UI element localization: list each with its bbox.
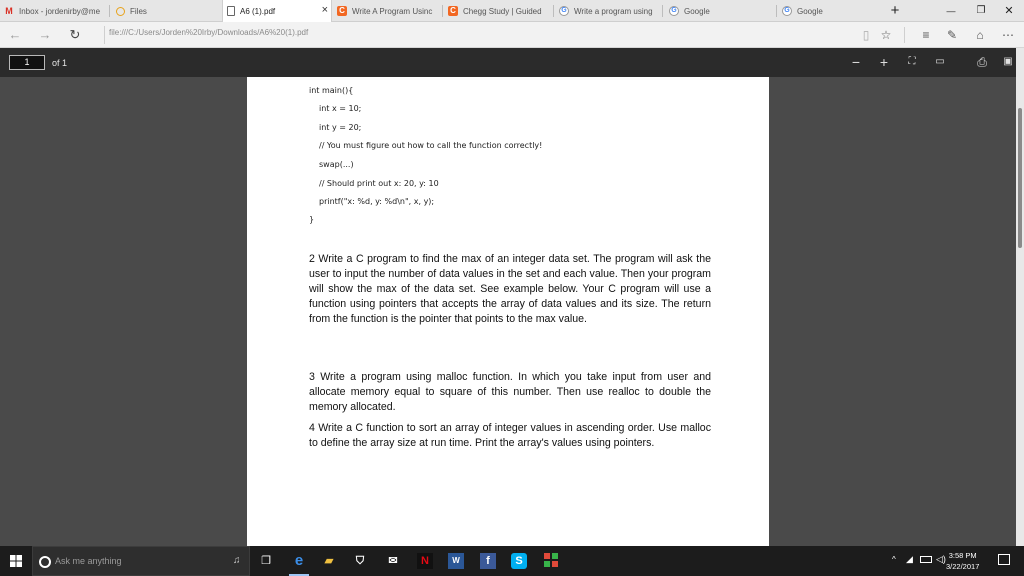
- pdf-viewer: [0, 48, 1024, 546]
- file-explorer-icon[interactable]: ▰: [324, 555, 334, 567]
- fit-page-icon[interactable]: ⛶: [908, 56, 916, 67]
- hub-icon[interactable]: ≡: [922, 28, 930, 42]
- question-4: 4 Write a C function to sort an array of integer values in ascending order. Use malloc to define the array size at run time. Print the array's values using pointers.: [309, 422, 711, 449]
- pdf-toolbar: [0, 48, 1024, 77]
- tiles-icon: [544, 553, 558, 567]
- back-arrow-icon[interactable]: ←: [8, 27, 22, 42]
- save-icon[interactable]: ▣: [1003, 56, 1013, 67]
- code-line: // You must figure out how to call the function correctly!: [319, 141, 543, 150]
- google-icon: G: [559, 6, 569, 16]
- web-note-icon[interactable]: ✎: [946, 28, 958, 42]
- tab-strip: [0, 0, 1024, 22]
- task-view-icon[interactable]: ❐: [261, 555, 271, 567]
- favorite-star-icon[interactable]: ☆: [880, 28, 892, 42]
- close-tab-icon[interactable]: ×: [321, 4, 328, 16]
- volume-icon[interactable]: ◁): [936, 554, 946, 564]
- close-window-button[interactable]: ✕: [1004, 5, 1014, 17]
- edge-icon[interactable]: e: [294, 552, 304, 569]
- app-grid-icon[interactable]: [543, 553, 559, 569]
- battery-icon[interactable]: [920, 556, 932, 563]
- code-line: int y = 20;: [319, 123, 362, 132]
- new-tab-button[interactable]: +: [890, 2, 900, 19]
- action-center-icon[interactable]: [998, 554, 1010, 565]
- tab-chegg-1[interactable]: [333, 0, 441, 22]
- code-line: int main(){: [309, 86, 354, 95]
- code-line: swap(...): [319, 160, 354, 169]
- tab-google-2[interactable]: [778, 0, 878, 22]
- question-3: 3 Write a program using malloc function. In which you take input from user and allocate memory equal to square of this number. Then use realloc to double the memory allocated.: [309, 371, 711, 413]
- code-line: int x = 10;: [319, 104, 362, 113]
- tab-files[interactable]: [112, 0, 222, 22]
- tab-google-1[interactable]: [665, 0, 775, 22]
- store-icon[interactable]: ⛉: [355, 555, 365, 567]
- pdf-icon: [227, 6, 235, 16]
- page-total: of 1: [52, 58, 68, 68]
- tab-title: Google: [797, 6, 823, 16]
- clock-date: 3/22/2017: [946, 562, 980, 571]
- tab-title: Inbox - jordenirby@me: [19, 6, 101, 16]
- url-field[interactable]: file:///C:/Users/Jorden%20Irby/Downloads/A6%20(1).pdf: [109, 28, 309, 37]
- code-line: // Should print out x: 20, y: 10: [319, 179, 439, 188]
- pdf-page: [247, 48, 769, 546]
- page-number-input[interactable]: 1: [9, 55, 45, 70]
- tab-title: Write A Program Usinc: [352, 6, 433, 16]
- tab-chegg-2[interactable]: [444, 0, 552, 22]
- search-placeholder: Ask me anything: [55, 556, 122, 566]
- cortana-icon: [39, 556, 51, 568]
- netflix-icon[interactable]: N: [417, 553, 433, 569]
- show-hidden-icons-icon[interactable]: ^: [892, 555, 896, 564]
- chegg-icon: C: [448, 6, 458, 16]
- question-2: 2 Write a C program to find the max of an integer data set. The program will ask the user to input the number of data values in the set and each value. Then your program will show the max of the data set. See example below. Your C program will use a function using pointers that accepts the array of data values and its size. The return from the function is the pointer that points to the max value.: [309, 253, 711, 325]
- clock-time: 3:58 PM: [948, 551, 977, 560]
- minimize-button[interactable]: —: [946, 6, 956, 16]
- zoom-out-icon[interactable]: −: [851, 54, 861, 70]
- tab-title: A6 (1).pdf: [240, 6, 276, 16]
- word-icon[interactable]: W: [448, 553, 464, 569]
- facebook-icon[interactable]: f: [480, 553, 496, 569]
- code-line: printf("x: %d, y: %d\n", x, y);: [319, 197, 435, 206]
- vertical-scrollbar[interactable]: [1016, 48, 1024, 546]
- cortana-search-box[interactable]: [32, 546, 250, 576]
- google-icon: G: [782, 6, 792, 16]
- taskbar-clock[interactable]: [946, 550, 979, 572]
- tab-title: Files: [130, 6, 147, 16]
- gmail-icon: M: [5, 6, 13, 16]
- start-button[interactable]: [0, 546, 32, 576]
- tab-pdf-active[interactable]: [222, 0, 332, 22]
- files-icon: [116, 7, 125, 16]
- zoom-in-icon[interactable]: +: [879, 54, 889, 70]
- more-icon[interactable]: ⋯: [1002, 28, 1014, 42]
- microphone-icon[interactable]: ♫: [233, 555, 241, 566]
- scrollbar-thumb[interactable]: [1018, 108, 1022, 248]
- mail-icon[interactable]: ✉: [388, 555, 398, 567]
- windows-logo-icon: [10, 555, 22, 567]
- forward-arrow-icon[interactable]: →: [38, 27, 52, 42]
- taskbar: [0, 546, 1024, 576]
- skype-icon[interactable]: S: [511, 553, 527, 569]
- google-icon: G: [669, 6, 679, 16]
- tab-google-search[interactable]: [555, 0, 661, 22]
- print-icon[interactable]: ⎙: [977, 55, 987, 69]
- tab-gmail[interactable]: [0, 0, 108, 22]
- tab-title: Chegg Study | Guided: [463, 6, 542, 16]
- chegg-icon: C: [337, 6, 347, 16]
- code-line: }: [309, 215, 315, 224]
- maximize-button[interactable]: ❐: [976, 5, 986, 16]
- tab-title: Google: [684, 6, 710, 16]
- reading-view-icon[interactable]: ▯: [862, 28, 870, 42]
- network-icon[interactable]: ◢: [906, 554, 913, 564]
- page-layout-icon[interactable]: ▭: [935, 56, 945, 67]
- tab-title: Write a program using: [574, 6, 653, 16]
- share-icon[interactable]: ⌂: [976, 28, 984, 42]
- address-bar: [0, 22, 1024, 48]
- refresh-icon[interactable]: ↻: [69, 27, 81, 42]
